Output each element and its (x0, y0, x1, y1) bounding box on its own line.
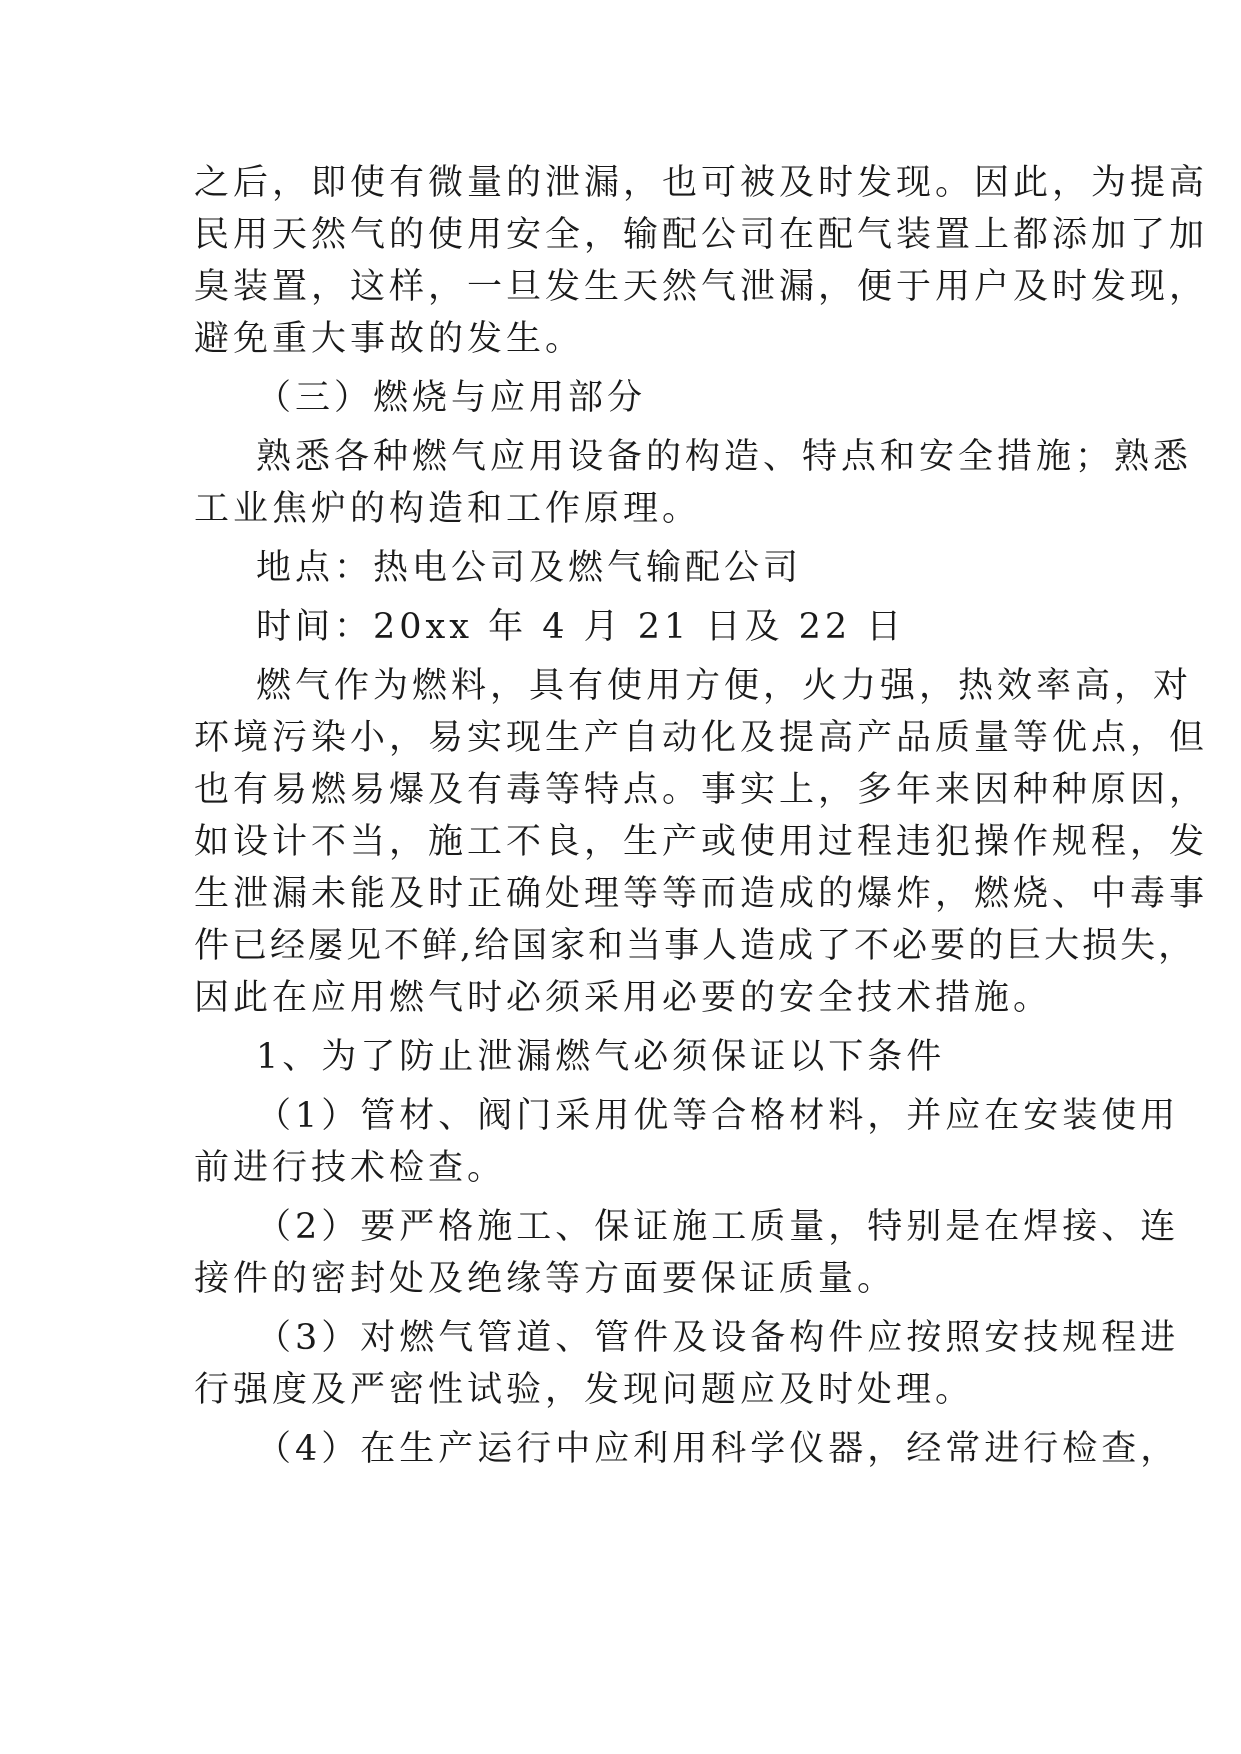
paragraph-line: 如设计不当，施工不良，生产或使用过程违犯操作规程，发 (194, 822, 1209, 862)
list-item-line: （2）要严格施工、保证施工质量，特别是在焊接、连 (256, 1207, 1180, 1247)
paragraph-line: 环境污染小，易实现生产自动化及提高产品质量等优点，但 (194, 718, 1209, 758)
paragraph-line: 因此在应用燃气时必须采用必要的安全技术措施。 (194, 978, 1053, 1018)
paragraph-line: 避免重大事故的发生。 (194, 319, 585, 359)
location-line: 地点：热电公司及燃气输配公司 (256, 548, 803, 588)
list-heading: 1、为了防止泄漏燃气必须保证以下条件 (256, 1037, 946, 1077)
time-line: 时间：20xx 年 4 月 21 日及 22 日 (256, 607, 906, 647)
paragraph-line: 生泄漏未能及时正确处理等等而造成的爆炸，燃烧、中毒事 (194, 874, 1209, 914)
list-item-line: 接件的密封处及绝缘等方面要保证质量。 (194, 1259, 897, 1299)
list-item-line: 前进行技术检查。 (194, 1148, 507, 1188)
section-heading: （三）燃烧与应用部分 (256, 378, 647, 418)
list-item-line: （4）在生产运行中应利用科学仪器，经常进行检查， (256, 1429, 1180, 1469)
paragraph-line: 燃气作为燃料，具有使用方便，火力强，热效率高，对 (256, 666, 1193, 706)
list-item-line: 行强度及严密性试验，发现问题应及时处理。 (194, 1370, 975, 1410)
paragraph-line: 之后，即使有微量的泄漏，也可被及时发现。因此，为提高 (194, 163, 1209, 203)
list-item-line: （3）对燃气管道、管件及设备构件应按照安技规程进 (256, 1318, 1180, 1358)
paragraph-line: 熟悉各种燃气应用设备的构造、特点和安全措施；熟悉 (256, 437, 1193, 477)
paragraph-line: 臭装置，这样，一旦发生天然气泄漏，便于用户及时发现， (194, 267, 1209, 307)
paragraph-line: 民用天然气的使用安全，输配公司在配气装置上都添加了加 (194, 215, 1209, 255)
document-body (194, 157, 1209, 1475)
list-item-line: （1）管材、阀门采用优等合格材料，并应在安装使用 (256, 1096, 1180, 1136)
paragraph-line: 也有易燃易爆及有毒等特点。事实上，多年来因种种原因， (194, 770, 1209, 810)
paragraph-line: 工业焦炉的构造和工作原理。 (194, 489, 702, 529)
paragraph-line: 件已经屡见不鲜,给国家和当事人造成了不必要的巨大损失， (194, 926, 1197, 966)
